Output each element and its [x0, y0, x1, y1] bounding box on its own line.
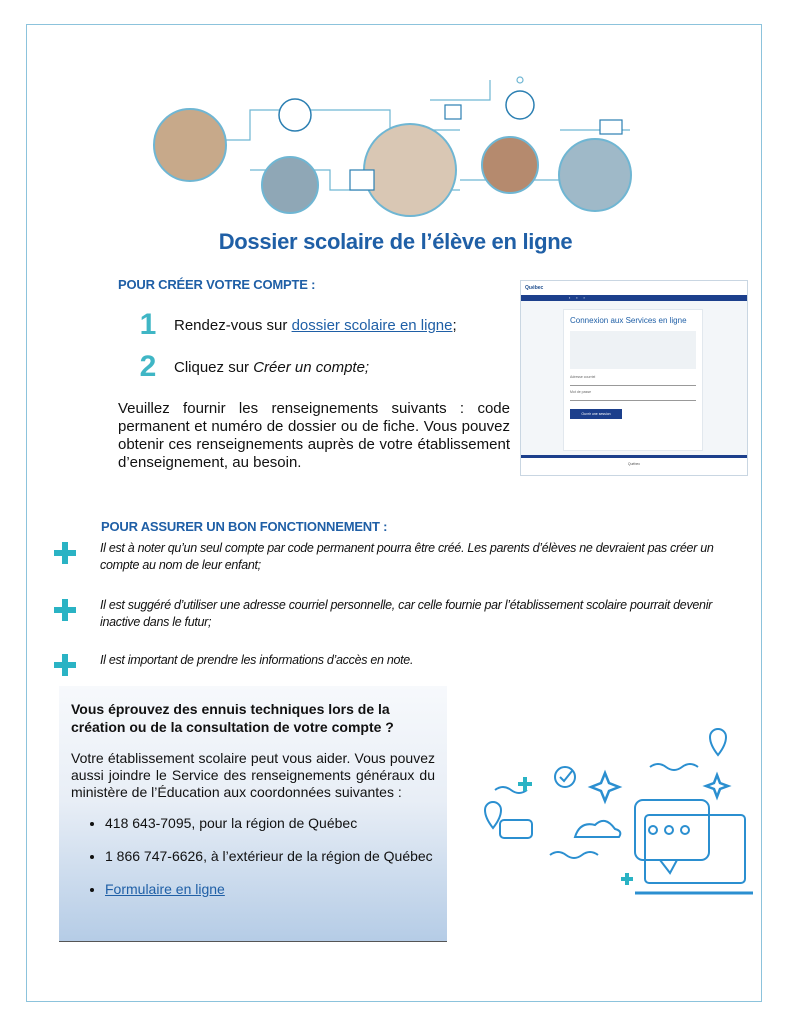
screenshot-footer: [521, 455, 747, 475]
list-item: [52, 540, 750, 574]
cloud-icon: [575, 821, 620, 837]
screenshot-note: [570, 331, 696, 369]
screenshot-nav: ▪ ▪ ▪: [521, 295, 747, 301]
plus-icon: [52, 652, 78, 678]
step-text: [174, 317, 457, 334]
dossier-link[interactable]: dossier scolaire en ligne: [291, 316, 453, 334]
page-title: Dossier scolaire de l’élève en ligne: [218, 229, 573, 254]
step-number: 1: [139, 308, 157, 341]
screenshot-field-line: [570, 394, 696, 401]
step-emphasis: Créer un compte;: [253, 358, 370, 376]
online-form-link[interactable]: Formulaire en ligne: [105, 881, 225, 897]
screenshot-login-button: Ouvrir une session: [570, 409, 622, 419]
login-page-screenshot: [520, 280, 748, 476]
screenshot-field-label: Adresse courriel: [570, 375, 596, 379]
screenshot-header: [521, 281, 747, 295]
laptop-icon: [645, 815, 745, 883]
step-number: 2: [139, 350, 157, 383]
create-account-heading: POUR CRÉER VOTRE COMPTE :: [118, 277, 316, 292]
contact-item: • 1 866 747-6626, à l’extérieur de la région de Québec: [105, 848, 435, 865]
location-pin-icon: [710, 729, 726, 755]
plus-icon: [52, 540, 78, 566]
step-2: [130, 350, 369, 384]
header-banner-illustration: [130, 40, 670, 230]
plus-icon: [52, 597, 78, 623]
list-item: [52, 652, 750, 678]
step-prefix: Cliquez sur: [174, 358, 254, 376]
list-item: [52, 597, 750, 631]
step-1: [130, 308, 457, 342]
check-icon: [555, 767, 575, 787]
location-pin-icon: [485, 802, 501, 828]
screenshot-field-line: [570, 379, 696, 386]
function-heading: POUR ASSURER UN BON FONCTIONNEMENT :: [101, 519, 388, 534]
help-question: Vous éprouvez des ennuis techniques lors de la création ou de la consultation de votre compte ?: [71, 701, 394, 735]
sparkle-icon: [591, 773, 619, 801]
screenshot-footer-logo: Québec: [627, 462, 641, 466]
list-item-text: Il est à noter qu’un seul compte par code permanent pourra être créé. Les parents d’élèves ne devraient pas créer un compte au nom de leur enfant;: [100, 541, 714, 572]
screenshot-login-card: [563, 309, 703, 451]
screenshot-logo: Québec: [525, 285, 544, 291]
help-box: [59, 686, 447, 942]
step-text: [174, 359, 369, 376]
contact-item: [105, 881, 435, 898]
screenshot-field-label: Mot de passe: [570, 390, 592, 394]
step-prefix: Rendez-vous sur: [174, 316, 292, 334]
step-suffix: ;: [452, 316, 457, 334]
info-paragraph: Veuillez fournir les renseignements suivants : code permanent et numéro de dossier ou de fiche. Vous pouvez obtenir ces renseignements auprès de votre établissement d’enseignement, au besoin.: [118, 400, 510, 471]
screenshot-card-title: Connexion aux Services en ligne: [570, 316, 687, 325]
sparkle-icon: [706, 775, 728, 797]
list-item-text: Il est suggéré d’utiliser une adresse courriel personnelle, car celle fournie par l’établissement scolaire pourrait devenir inactive dans le futur;: [100, 598, 713, 629]
list-item-text: Il est important de prendre les informations d’accès en note.: [100, 653, 414, 667]
contact-item: • 418 643-7095, pour la région de Québec: [105, 815, 435, 832]
contact-list: [71, 815, 435, 898]
message-icon: [500, 820, 532, 838]
chat-devices-illustration: [455, 725, 765, 905]
help-paragraph: Votre établissement scolaire peut vous aider. Vous pouvez aussi joindre le Service des renseignements généraux du ministère de l’Éducation aux coordonnées suivantes :: [71, 750, 435, 800]
